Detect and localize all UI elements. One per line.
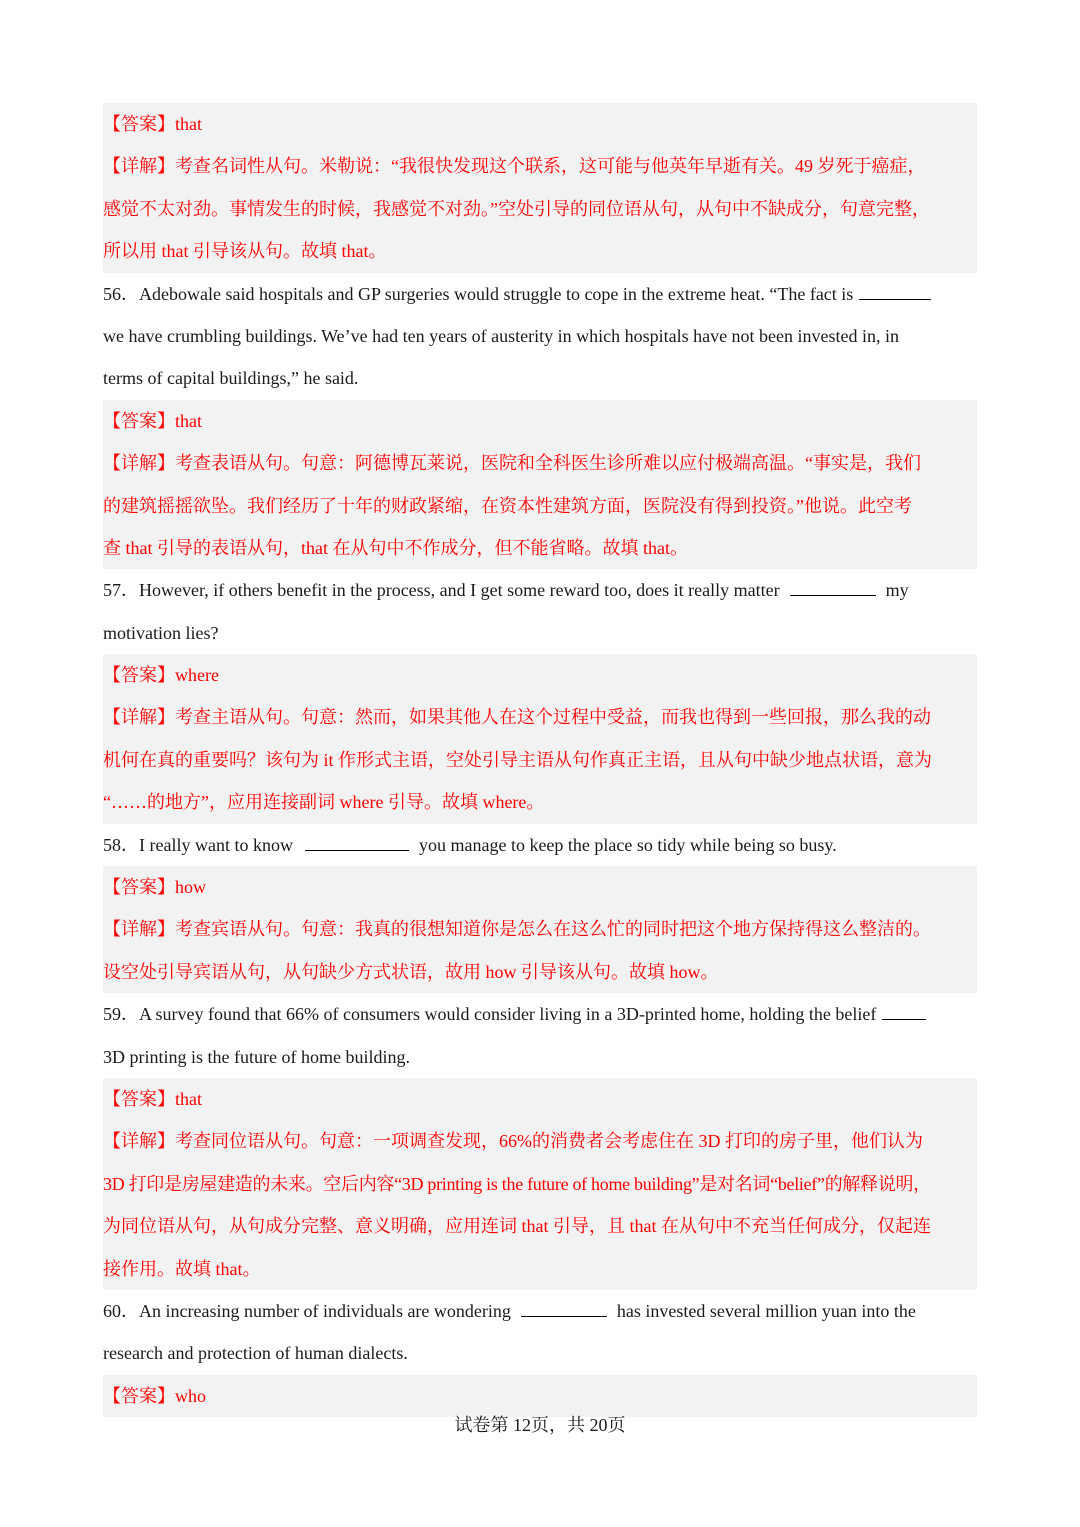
detail-line: 【详解】考查宾语从句。句意：我真的很想知道你是怎么在这么忙的同时把这个地方保持得这么整洁的。 (103, 908, 977, 950)
question-line: 60．An increasing number of individuals are wondering has invested several million yuan into the (103, 1300, 916, 1321)
answer-block (103, 400, 977, 570)
detail-line: 接作用。故填 that。 (103, 1248, 977, 1290)
detail-line: 感觉不太对劲。事情发生的时候，我感觉不对劲。”空处引导的同位语从句，从句中不缺成分，句意完整， (103, 188, 977, 230)
detail-line: 【详解】考查主语从句。句意：然而，如果其他人在这个过程中受益，而我也得到一些回报，那么我的动 (103, 696, 977, 738)
question-60 (103, 1290, 977, 1375)
detail-line: “……的地方”，应用连接副词 where 引导。故填 where。 (103, 781, 977, 823)
answer-line (103, 1078, 977, 1120)
detail-line: 的建筑摇摇欲坠。我们经历了十年的财政紧缩，在资本性建筑方面，医院没有得到投资。”他说。此空考 (103, 485, 977, 527)
detail-line: 查 that 引导的表语从句，that 在从句中不作成分，但不能省略。故填 that。 (103, 527, 977, 569)
question-line: terms of capital buildings,” he said. (103, 368, 359, 389)
answer-block (103, 1078, 977, 1290)
question-line: we have crumbling buildings. We’ve had ten years of austerity in which hospitals have not been invested in, in (103, 325, 900, 346)
answer-label: 【答案】 (103, 665, 175, 686)
question-number: 59． (103, 1004, 139, 1025)
answer-block (103, 654, 977, 824)
question-line: 3D printing is the future of home building. (103, 1046, 410, 1067)
answer-value: that (175, 410, 202, 431)
detail-line: 3D 打印是房屋建造的未来。空后内容“3D printing is the future of home building”是对名词“belief”的解释说明， (103, 1163, 977, 1205)
answer-blank[interactable] (305, 834, 409, 851)
answer-label: 【答案】 (103, 1385, 175, 1406)
question-number: 57． (103, 580, 139, 601)
answer-block (103, 866, 977, 993)
question-line: 56．Adebowale said hospitals and GP surgeries would struggle to cope in the extreme heat. “The fact is (103, 273, 977, 315)
question-line: motivation lies? (103, 622, 219, 643)
question-number: 56． (103, 283, 139, 304)
answer-line (103, 654, 977, 696)
detail-line: 机何在真的重要吗？该句为 it 作形式主语，空处引导主语从句作真正主语，且从句中缺少地点状语，意为 (103, 739, 977, 781)
answer-blank[interactable] (859, 283, 931, 300)
answer-label: 【答案】 (103, 410, 175, 431)
answer-blank[interactable] (521, 1300, 607, 1317)
detail-line: 【详解】考查同位语从句。句意：一项调查发现，66%的消费者会考虑住在 3D 打印的房子里，他们认为 (103, 1120, 977, 1162)
detail-line: 【详解】考查名词性从句。米勒说：“我很快发现这个联系，这可能与他英年早逝有关。49 岁死于癌症， (103, 145, 977, 187)
question-number: 58． (103, 834, 139, 855)
question-line: research and protection of human dialects. (103, 1343, 408, 1364)
answer-value: where (175, 665, 219, 686)
detail-line: 为同位语从句，从句成分完整、意义明确，应用连词 that 引导，且 that 在从句中不充当任何成分，仅起连 (103, 1205, 977, 1247)
answer-label: 【答案】 (103, 877, 175, 898)
answer-value: who (175, 1385, 206, 1406)
answer-blank[interactable] (882, 1003, 926, 1020)
question-line: 57．However, if others benefit in the process, and I get some reward too, does it really matter my (103, 580, 909, 601)
question-line: 59．A survey found that 66% of consumers would consider living in a 3D-printed home, holding the belief (103, 993, 977, 1035)
question-number: 60． (103, 1300, 139, 1321)
question-58 (103, 824, 977, 866)
answer-value: that (175, 114, 202, 134)
exam-content (103, 103, 977, 1417)
answer-label: 【答案】 (103, 1088, 175, 1109)
question-line: 58．I really want to know you manage to keep the place so tidy while being so busy. (103, 834, 837, 855)
page-footer: 试卷第 12页，共 20页 (454, 1415, 626, 1435)
question-56 (103, 273, 977, 400)
answer-blank[interactable] (790, 579, 876, 596)
detail-line: 【详解】考查表语从句。句意：阿德博瓦莱说，医院和全科医生诊所难以应付极端高温。“事实是，我们 (103, 442, 977, 484)
answer-block (103, 103, 977, 273)
answer-value: that (175, 1088, 202, 1109)
answer-line (103, 103, 977, 145)
answer-line (103, 400, 977, 442)
answer-label: 【答案】 (103, 114, 175, 134)
question-59 (103, 993, 977, 1078)
detail-line: 设空处引导宾语从句，从句缺少方式状语，故用 how 引导该从句。故填 how。 (103, 951, 977, 993)
answer-line (103, 866, 977, 908)
question-57 (103, 569, 977, 654)
answer-value: how (175, 877, 206, 898)
detail-line: 所以用 that 引导该从句。故填 that。 (103, 230, 977, 272)
